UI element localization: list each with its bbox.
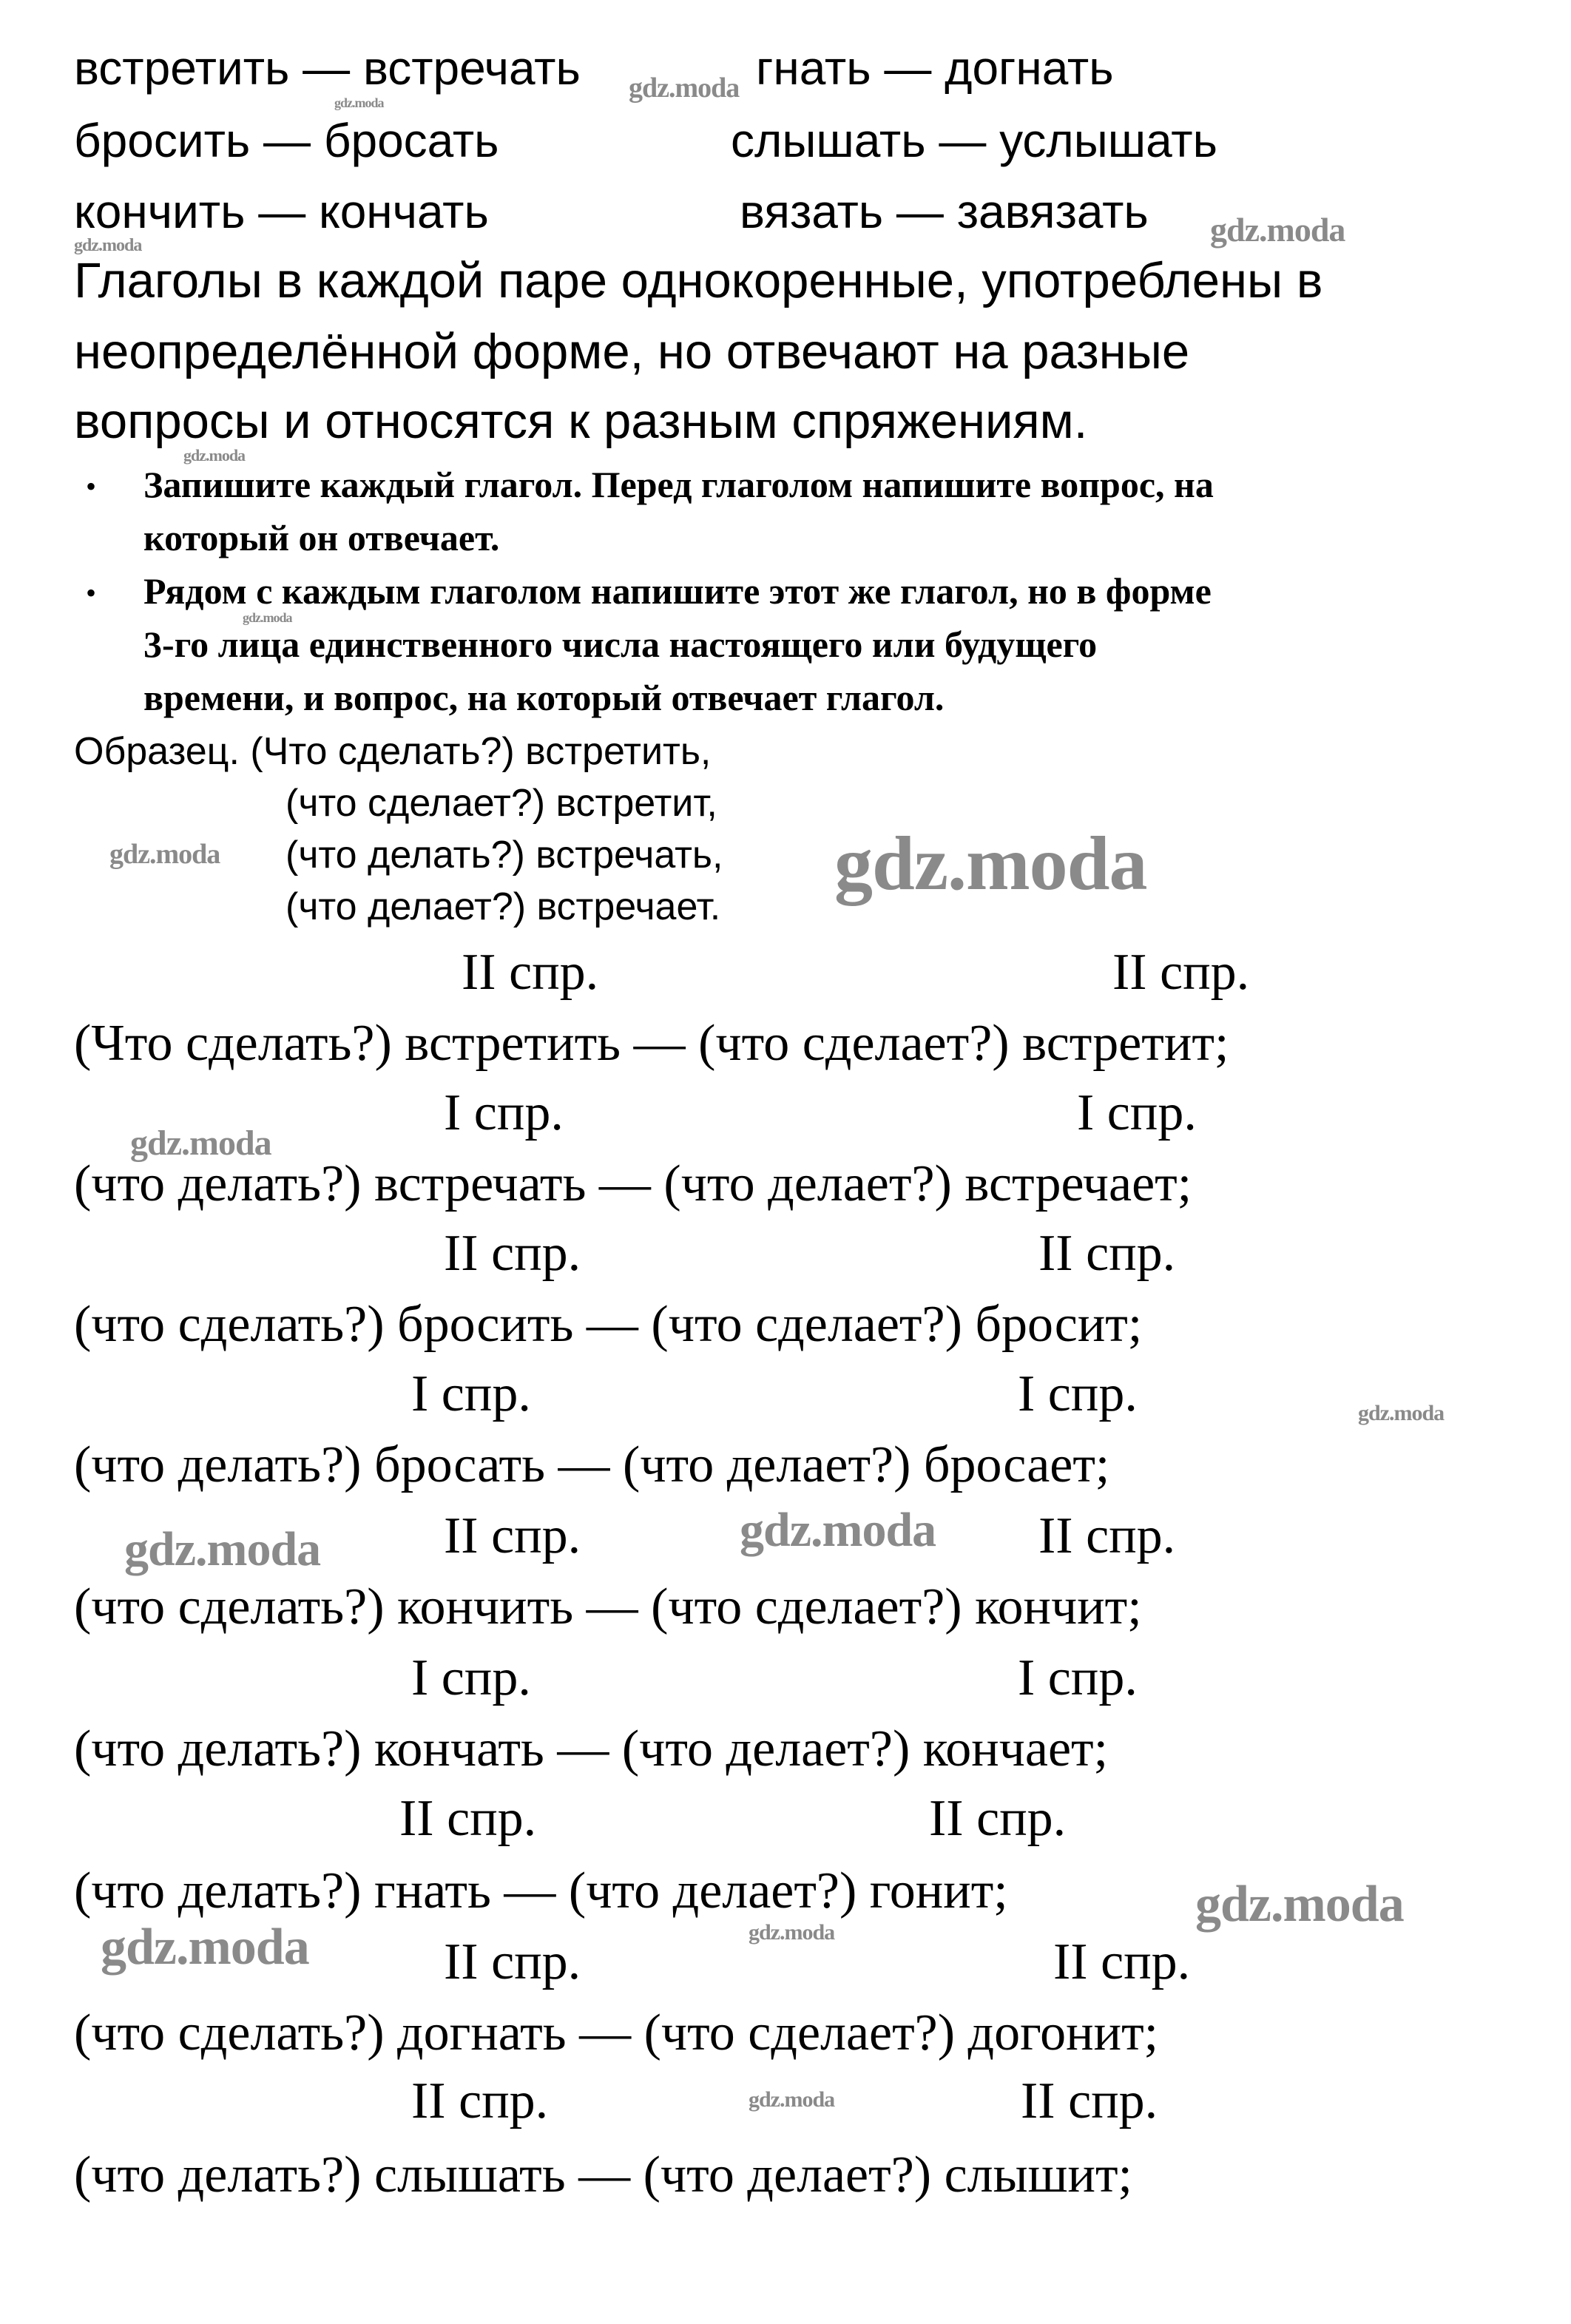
verb-pair: гнать — догнать bbox=[756, 41, 1114, 95]
verb-pair: вязать — завязать bbox=[740, 185, 1149, 238]
verb-pair: бросить — бросать bbox=[74, 114, 499, 167]
conjugation-label: I спр. bbox=[1018, 1649, 1138, 1706]
paragraph-line: вопросы и относятся к разным спряжениям. bbox=[74, 393, 1088, 449]
answer-line: (что сделать?) кончить — (что сделает?) кончит; bbox=[74, 1578, 1142, 1635]
conjugation-label: II спр. bbox=[399, 1790, 537, 1847]
watermark: gdz.moda bbox=[834, 821, 1147, 906]
watermark: gdz.moda bbox=[101, 1919, 309, 1976]
answer-line: (что делать?) кончать — (что делает?) кончает; bbox=[74, 1720, 1109, 1777]
example-line: Образец. (Что сделать?) встретить, bbox=[74, 730, 712, 773]
conjugation-label: I спр. bbox=[411, 1649, 531, 1706]
watermark: gdz.moda bbox=[183, 446, 246, 465]
conjugation-label: I спр. bbox=[444, 1084, 564, 1141]
conjugation-label: I спр. bbox=[1018, 1365, 1138, 1422]
conjugation-label: II спр. bbox=[444, 1225, 581, 1282]
conjugation-label: II спр. bbox=[411, 2073, 549, 2129]
answer-line: (что делать?) слышать — (что делает?) слышит; bbox=[74, 2146, 1133, 2203]
conjugation-label: II спр. bbox=[1038, 1225, 1176, 1282]
conjugation-label: II спр. bbox=[1021, 2073, 1158, 2129]
bullet-icon: • bbox=[86, 576, 97, 609]
task-bullet-line: Запишите каждый глагол. Перед глаголом напишите вопрос, на bbox=[143, 464, 1214, 505]
example-line: (что делать?) встречать, bbox=[286, 834, 723, 876]
conjugation-label: II спр. bbox=[444, 1933, 581, 1990]
task-bullet-line: времени, и вопрос, на который отвечает глагол. bbox=[143, 677, 945, 718]
verb-pair: кончить — кончать bbox=[74, 185, 489, 238]
watermark: gdz.moda bbox=[243, 610, 292, 625]
watermark: gdz.moda bbox=[130, 1124, 271, 1163]
conjugation-label: I спр. bbox=[411, 1365, 531, 1422]
watermark: gdz.moda bbox=[629, 72, 740, 104]
answer-line: (что сделать?) бросить — (что сделает?) бросит; bbox=[74, 1296, 1143, 1353]
watermark: gdz.moda bbox=[749, 1920, 835, 1945]
conjugation-label: II спр. bbox=[462, 944, 599, 1001]
watermark: gdz.moda bbox=[109, 839, 220, 870]
example-line: (что делает?) встречает. bbox=[286, 885, 721, 928]
task-bullet-line: Рядом с каждым глаголом напишите этот же глагол, но в форме bbox=[143, 570, 1212, 612]
paragraph-line: Глаголы в каждой паре однокоренные, употреблены в bbox=[74, 253, 1323, 308]
paragraph-line: неопределённой форме, но отвечают на разные bbox=[74, 324, 1190, 379]
watermark: gdz.moda bbox=[74, 236, 142, 255]
task-bullet-line: 3-го лица единственного числа настоящего или будущего bbox=[143, 624, 1098, 665]
answer-line: (что делать?) гнать — (что делает?) гонит; bbox=[74, 1862, 1008, 1919]
conjugation-label: II спр. bbox=[444, 1507, 581, 1564]
conjugation-label: I спр. bbox=[1077, 1084, 1197, 1141]
bullet-icon: • bbox=[86, 470, 97, 503]
answer-line: (что делать?) бросать — (что делает?) бросает; bbox=[74, 1436, 1110, 1493]
conjugation-label: II спр. bbox=[1112, 944, 1250, 1001]
answer-line: (что сделать?) догнать — (что сделает?) догонит; bbox=[74, 2004, 1159, 2061]
watermark: gdz.moda bbox=[1195, 1876, 1404, 1933]
conjugation-label: II спр. bbox=[1038, 1507, 1176, 1564]
task-bullet-line: который он отвечает. bbox=[143, 517, 500, 558]
conjugation-label: II спр. bbox=[929, 1790, 1067, 1847]
watermark: gdz.moda bbox=[740, 1503, 936, 1557]
answer-line: (что делать?) встречать — (что делает?) встречает; bbox=[74, 1155, 1192, 1212]
watermark: gdz.moda bbox=[749, 2087, 835, 2112]
watermark: gdz.moda bbox=[124, 1522, 321, 1576]
example-line: (что сделает?) встретит, bbox=[286, 782, 717, 825]
watermark: gdz.moda bbox=[334, 95, 384, 110]
watermark: gdz.moda bbox=[1210, 211, 1345, 249]
conjugation-label: II спр. bbox=[1053, 1933, 1191, 1990]
answer-line: (Что сделать?) встретить — (что сделает?) встретит; bbox=[74, 1015, 1229, 1072]
verb-pair: слышать — услышать bbox=[731, 114, 1217, 167]
verb-pair: встретить — встречать bbox=[74, 41, 581, 95]
watermark: gdz.moda bbox=[1358, 1401, 1445, 1425]
